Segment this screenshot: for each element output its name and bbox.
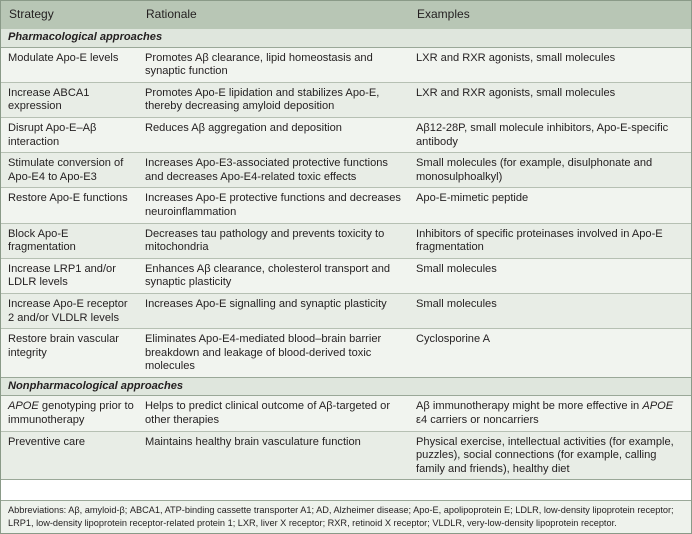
cell-examples: Cyclosporine A xyxy=(409,329,691,378)
section-row-pharmacological xyxy=(1,29,691,47)
cell-rationale: Enhances Aβ clearance, cholesterol transport and synaptic plasticity xyxy=(138,258,409,293)
cell-rationale: Promotes Aβ clearance, lipid homeostasis and synaptic function xyxy=(138,47,409,82)
cell-strategy: Disrupt Apo-E–Aβ interaction xyxy=(1,117,138,152)
gene-name: APOE xyxy=(642,400,674,413)
cell-rationale: Promotes Apo-E lipidation and stabilizes Apo-E, thereby decreasing amyloid deposition xyxy=(138,82,409,117)
table-row xyxy=(1,188,691,223)
cell-strategy: Block Apo-E fragmentation xyxy=(1,223,138,258)
cell-examples: Physical exercise, intellectual activities (for example, puzzles), social connections (for example, calling family and friends), healthy diet xyxy=(409,431,691,480)
table-row xyxy=(1,153,691,188)
cell-examples: LXR and RXR agonists, small molecules xyxy=(409,82,691,117)
cell-examples xyxy=(409,396,691,431)
cell-examples: Small molecules (for example, disulphonate and monosulphoalkyl) xyxy=(409,153,691,188)
table-row xyxy=(1,82,691,117)
section-title: Pharmacological approaches xyxy=(1,29,691,47)
cell-rationale: Reduces Aβ aggregation and deposition xyxy=(138,117,409,152)
strategies-table xyxy=(1,1,691,480)
section-title: Nonpharmacological approaches xyxy=(1,377,691,396)
cell-rationale: Increases Apo-E protective functions and decreases neuroinflammation xyxy=(138,188,409,223)
cell-examples-text: ε4 carriers or noncarriers xyxy=(416,414,539,427)
cell-strategy-text: genotyping prior to immunotherapy xyxy=(8,400,134,427)
cell-strategy: Restore Apo-E functions xyxy=(1,188,138,223)
cell-examples: Small molecules xyxy=(409,258,691,293)
table-row xyxy=(1,329,691,378)
cell-examples: Aβ12-28P, small molecule inhibitors, Apo-E-specific antibody xyxy=(409,117,691,152)
cell-rationale: Helps to predict clinical outcome of Aβ-targeted or other therapies xyxy=(138,396,409,431)
cell-rationale: Increases Apo-E3-associated protective functions and decreases Apo-E4-related toxic effects xyxy=(138,153,409,188)
cell-strategy: Stimulate conversion of Apo-E4 to Apo-E3 xyxy=(1,153,138,188)
cell-strategy: Modulate Apo-E levels xyxy=(1,47,138,82)
cell-rationale: Decreases tau pathology and prevents toxicity to mitochondria xyxy=(138,223,409,258)
section-row-nonpharmacological xyxy=(1,377,691,396)
cell-examples: Small molecules xyxy=(409,293,691,328)
table-row xyxy=(1,47,691,82)
cell-strategy: Restore brain vascular integrity xyxy=(1,329,138,378)
table-row xyxy=(1,431,691,480)
header-examples: Examples xyxy=(409,1,691,29)
gene-name: APOE xyxy=(8,400,39,413)
table-row xyxy=(1,293,691,328)
table-row xyxy=(1,117,691,152)
cell-rationale: Maintains healthy brain vasculature function xyxy=(138,431,409,480)
cell-examples: LXR and RXR agonists, small molecules xyxy=(409,47,691,82)
table-row xyxy=(1,223,691,258)
cell-rationale: Eliminates Apo-E4-mediated blood–brain barrier breakdown and leakage of blood-derived toxic molecules xyxy=(138,329,409,378)
cell-examples: Apo-E-mimetic peptide xyxy=(409,188,691,223)
header-rationale: Rationale xyxy=(138,1,409,29)
table-row xyxy=(1,258,691,293)
cell-strategy: Increase LRP1 and/or LDLR levels xyxy=(1,258,138,293)
table-row xyxy=(1,396,691,431)
header-row xyxy=(1,1,691,29)
cell-examples-text: Aβ immunotherapy might be more effective in xyxy=(416,400,643,413)
cell-rationale: Increases Apo-E signalling and synaptic plasticity xyxy=(138,293,409,328)
cell-strategy xyxy=(1,396,138,431)
cell-strategy: Preventive care xyxy=(1,431,138,480)
cell-strategy: Increase Apo-E receptor 2 and/or VLDLR levels xyxy=(1,293,138,328)
cell-strategy: Increase ABCA1 expression xyxy=(1,82,138,117)
header-strategy: Strategy xyxy=(1,1,138,29)
cell-examples: Inhibitors of specific proteinases involved in Apo-E fragmentation xyxy=(409,223,691,258)
abbreviations-footnote: Abbreviations: Aβ, amyloid-β; ABCA1, ATP-binding cassette transporter A1; AD, Alzheimer disease; Apo-E, apolipoprotein E; LDLR, low-density lipoprotein receptor; LRP1, low-density lipoprotein receptor-related protein 1; LXR, liver X receptor; RXR, retinoid X receptor; VLDLR, very-low-density lipoprotein receptor. xyxy=(1,500,691,533)
